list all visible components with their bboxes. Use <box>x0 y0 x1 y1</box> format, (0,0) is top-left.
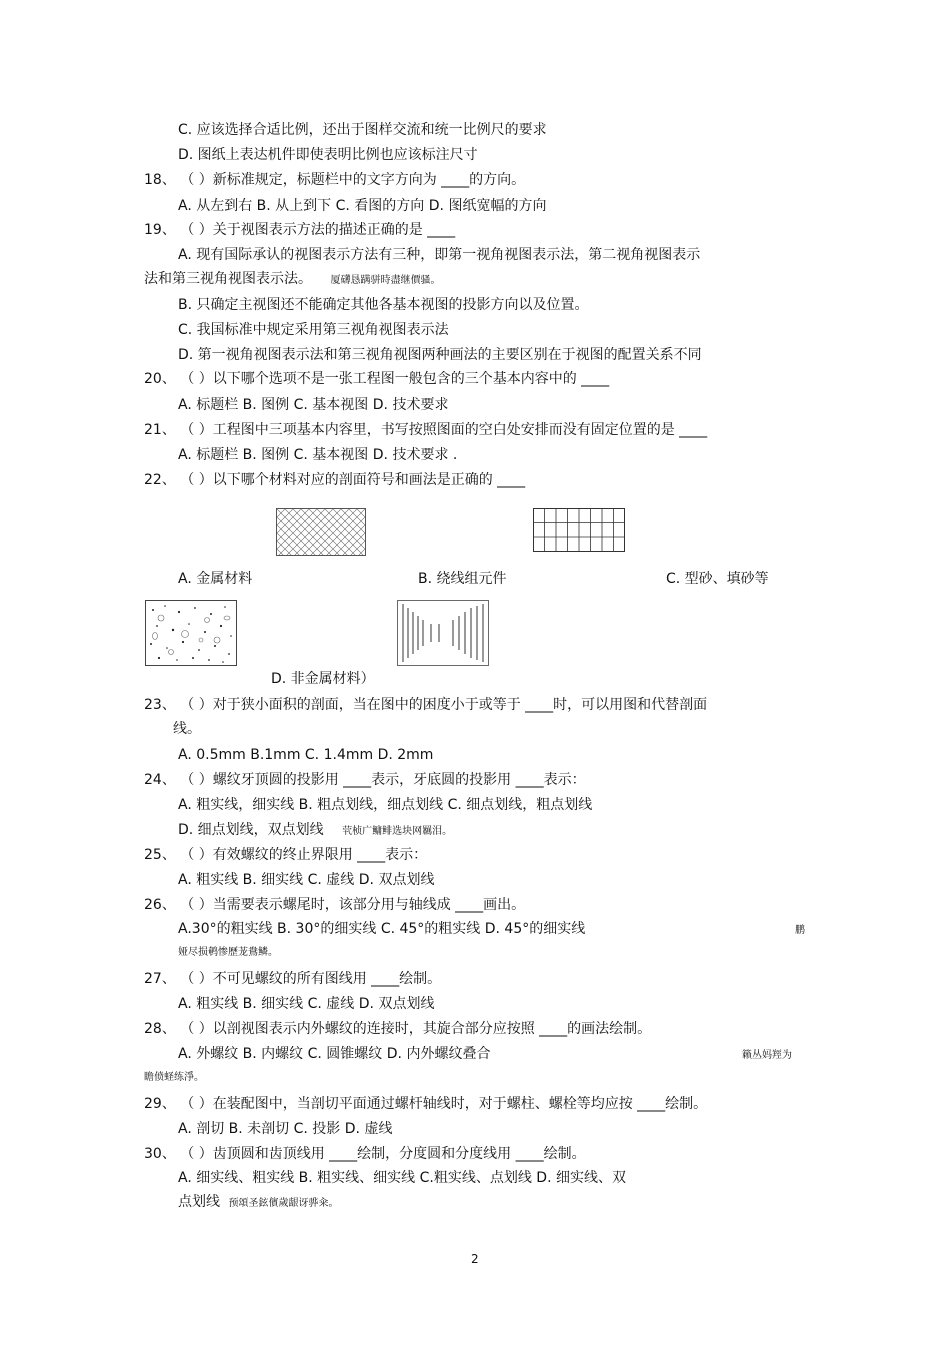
question-24-option-d-text: D. 细点划线，双点划线 <box>178 822 324 838</box>
watermark-text: 预頌圣鉉儐歲龈讶骅籴。 <box>228 1198 339 1209</box>
watermark-text: 鹏 <box>795 925 805 936</box>
question-22-option-c: C. 型砂、填砂等 <box>666 571 769 587</box>
figure-vertical-lines <box>397 600 489 666</box>
question-24-option-d <box>178 821 452 841</box>
question-18-options: A. 从左到右 B. 从上到下 C. 看图的方向 D. 图纸宽幅的方向 <box>178 198 547 214</box>
question-30-options-cont-text: 点划线 <box>178 1194 220 1210</box>
question-22: 22、 （ ）以下哪个材料对应的剖面符号和画法是正确的 ____ <box>144 472 526 488</box>
figure-sand-speckle <box>145 600 237 666</box>
question-21-options: A. 标题栏 B. 图例 C. 基本视图 D. 技术要求 . <box>178 447 458 463</box>
question-19-option-d: D. 第一视角视图表示法和第三视角视图两种画法的主要区别在于视图的配置关系不同 <box>178 347 702 363</box>
question-27-options: A. 粗实线 B. 细实线 C. 虚线 D. 双点划线 <box>178 996 435 1012</box>
line-q17-option-c: C. 应该选择合适比例，还出于图样交流和统一比例尺的要求 <box>178 122 547 138</box>
question-19-option-a-cont <box>144 270 440 290</box>
watermark-text: 籟丛妈羥为 <box>742 1050 792 1061</box>
watermark-text: 瞻偾蛏练淨。 <box>144 1072 204 1083</box>
question-28: 28、 （ ）以剖视图表示内外螺纹的连接时，其旋合部分应按照 ____的画法绘制。 <box>144 1021 652 1037</box>
page-number: 2 <box>471 1252 479 1266</box>
watermark-text: 厦礴恳蹒骈時盡继價骚。 <box>330 275 441 286</box>
question-23: 23、 （ ）对于狭小面积的剖面，当在图中的困度小于或等于 ____时，可以用图和代替剖面 <box>144 697 708 713</box>
watermark-text: 茕桢广鳙鲱选块网羈泪。 <box>342 826 453 837</box>
question-21: 21、 （ ）工程图中三项基本内容里，书写按照图面的空白处安排而没有固定位置的是 ____ <box>144 422 708 438</box>
question-19-option-a: A. 现有国际承认的视图表示方法有三种，即第一视角视图表示法，第二视角视图表示 <box>178 247 701 263</box>
line-q17-option-d: D. 图纸上表达机件即使表明比例也应该标注尺寸 <box>178 147 478 163</box>
question-20: 20、 （ ）以下哪个选项不是一张工程图一般包含的三个基本内容中的 ____ <box>144 371 610 387</box>
question-26-options: A.30°的粗实线 B. 30°的细实线 C. 45°的粗实线 D. 45°的细实线 <box>178 921 586 937</box>
question-28-options: A. 外螺纹 B. 内螺纹 C. 圆锥螺纹 D. 内外螺纹叠合 <box>178 1046 491 1062</box>
question-30: 30、 （ ）齿顶圆和齿顶线用 ____绘制，分度圆和分度线用 ____绘制。 <box>144 1146 586 1162</box>
question-29-options: A. 剖切 B. 未剖切 C. 投影 D. 虚线 <box>178 1121 393 1137</box>
question-19: 19、 （ ）关于视图表示方法的描述正确的是 ____ <box>144 222 456 238</box>
question-25: 25、 （ ）有效螺纹的终止界限用 ____表示： <box>144 847 428 863</box>
question-26: 26、 （ ）当需要表示螺尾时，该部分用与轴线成 ____画出。 <box>144 897 526 913</box>
question-22-option-d: D. 非金属材料） <box>271 671 375 687</box>
question-25-options: A. 粗实线 B. 细实线 C. 虚线 D. 双点划线 <box>178 872 435 888</box>
question-22-option-b: B. 绕线组元件 <box>418 571 507 587</box>
question-27: 27、 （ ）不可见螺纹的所有图线用 ____绘制。 <box>144 971 442 987</box>
question-24-options: A. 粗实线，细实线 B. 粗点划线，细点划线 C. 细点划线，粗点划线 <box>178 797 593 813</box>
question-23-cont: 线。 <box>173 721 201 737</box>
question-18: 18、 （ ）新标准规定，标题栏中的文字方向为 ____的方向。 <box>144 172 526 188</box>
watermark-text: 娅尽损鹌惨歷茏鴦鳞。 <box>178 947 278 958</box>
figure-crosshatch <box>276 508 366 556</box>
question-19-option-c: C. 我国标准中规定采用第三视角视图表示法 <box>178 322 449 338</box>
question-29: 29、 （ ）在装配图中，当剖切平面通过螺杆轴线时，对于螺柱、螺栓等均应按 ____绘制。 <box>144 1096 708 1112</box>
question-23-options: A. 0.5mm B.1mm C. 1.4mm D. 2mm <box>178 747 434 763</box>
question-30-options: A. 细实线、粗实线 B. 粗实线、细实线 C.粗实线、点划线 D. 细实线、双 <box>178 1170 626 1186</box>
question-22-option-a: A. 金属材料 <box>178 571 253 587</box>
figure-grid <box>533 508 625 552</box>
question-24: 24、 （ ）螺纹牙顶圆的投影用 ____表示，牙底圆的投影用 ____表示： <box>144 772 586 788</box>
question-20-options: A. 标题栏 B. 图例 C. 基本视图 D. 技术要求 <box>178 397 449 413</box>
question-19-option-b: B. 只确定主视图还不能确定其他各基本视图的投影方向以及位置。 <box>178 297 589 313</box>
question-30-options-cont <box>178 1193 338 1213</box>
question-19-option-a-text: 法和第三视角视图表示法。 <box>144 271 312 287</box>
